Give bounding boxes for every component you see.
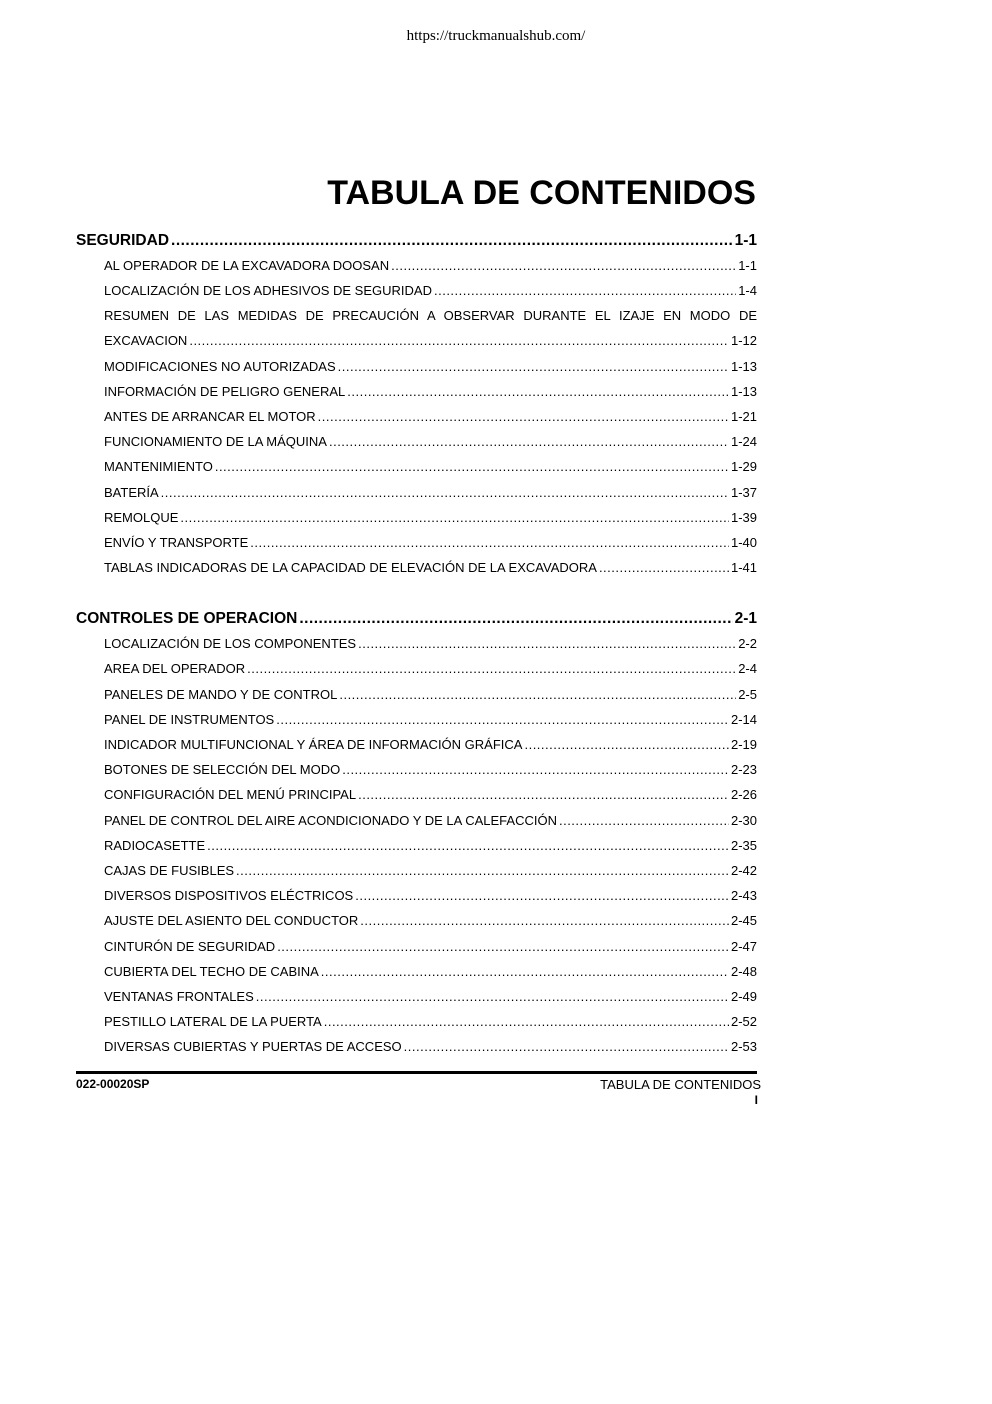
- dot-leader: [236, 858, 729, 883]
- toc-entry-label: BOTONES DE SELECCIÓN DEL MODO: [104, 762, 341, 778]
- toc-entry-page: 2-26: [730, 787, 757, 803]
- toc-entry[interactable]: [76, 808, 757, 833]
- toc-entry[interactable]: [76, 682, 757, 707]
- toc-entry-page: 1-12: [730, 333, 757, 349]
- toc-entry-page: 1-21: [730, 408, 757, 424]
- toc-entry[interactable]: [76, 934, 757, 959]
- toc-entry-label: RADIOCASETTE: [104, 837, 206, 853]
- toc-entry[interactable]: [76, 959, 757, 984]
- toc-entry-label: MANTENIMIENTO: [104, 459, 213, 475]
- dot-leader: [358, 782, 729, 807]
- toc-entry-page: 1-4: [738, 283, 757, 299]
- dot-leader: [434, 278, 736, 303]
- toc-entry[interactable]: [76, 908, 757, 933]
- toc-entry-label: ENVÍO Y TRANSPORTE: [104, 534, 249, 550]
- toc-entry-label: DIVERSOS DISPOSITIVOS ELÉCTRICOS: [104, 888, 354, 904]
- toc-entry-page: 2-5: [738, 686, 757, 702]
- toc-entry-page: 2-48: [730, 963, 757, 979]
- toc-entry[interactable]: [76, 1034, 757, 1059]
- dot-leader: [161, 480, 729, 505]
- dot-leader: [329, 429, 729, 454]
- dot-leader: [342, 757, 729, 782]
- toc-entry-page: 2-49: [730, 988, 757, 1004]
- toc-entry-page: 2-14: [730, 711, 757, 727]
- toc-entry-page: 2-2: [738, 636, 757, 652]
- toc-entry[interactable]: [76, 732, 757, 757]
- toc-entry-page: 1-40: [730, 534, 757, 550]
- toc-entry-page: 2-53: [730, 1039, 757, 1055]
- toc-entry-page: 1-41: [730, 560, 757, 576]
- toc-entry-label: EXCAVACION: [104, 333, 188, 349]
- dot-leader: [171, 228, 733, 253]
- toc-entry-page: 1-37: [730, 484, 757, 500]
- toc-entry-label: PANEL DE INSTRUMENTOS: [104, 711, 275, 727]
- toc-entry-label: LOCALIZACIÓN DE LOS ADHESIVOS DE SEGURIDAD: [104, 283, 432, 299]
- dot-leader: [215, 454, 729, 479]
- toc-entry-page: 2-45: [730, 913, 757, 929]
- toc-entry[interactable]: [76, 404, 757, 429]
- toc-entry[interactable]: [76, 631, 757, 656]
- footer-doc-id: 022-00020SP: [76, 1077, 150, 1091]
- dot-leader: [355, 883, 729, 908]
- toc-entry-label: FUNCIONAMIENTO DE LA MÁQUINA: [104, 434, 327, 450]
- toc-entry-page: 2-19: [730, 737, 757, 752]
- dot-leader: [358, 631, 736, 656]
- toc-entry[interactable]: [76, 984, 757, 1009]
- toc-entry-page: 2-30: [730, 812, 757, 828]
- dot-leader: [324, 1009, 729, 1034]
- toc-entry-label: INFORMACIÓN DE PELIGRO GENERAL: [104, 383, 346, 399]
- toc-entry[interactable]: [76, 379, 757, 404]
- dot-leader: [276, 707, 729, 732]
- toc-entry-label-line1[interactable]: RESUMEN DE LAS MEDIDAS DE PRECAUCIÓN A OBSERVAR DURANTE EL IZAJE EN MODO DE: [104, 308, 757, 324]
- toc-entry[interactable]: [76, 833, 757, 858]
- toc-entry-label: TABLAS INDICADORAS DE LA CAPACIDAD DE ELEVACIÓN DE LA EXCAVADORA: [104, 560, 597, 576]
- toc-entry-label: AREA DEL OPERADOR: [104, 661, 246, 677]
- toc-entry[interactable]: [76, 757, 757, 782]
- toc-entry[interactable]: [76, 253, 757, 278]
- toc-entry-label: INDICADOR MULTIFUNCIONAL Y ÁREA DE INFORMACIÓN GRÁFICA: [104, 737, 523, 752]
- toc-entry-page: 2-42: [730, 862, 757, 878]
- toc-entry-label: BATERÍA: [104, 484, 159, 500]
- toc-entry-label: VENTANAS FRONTALES: [104, 988, 254, 1004]
- toc-entry-label: CONFIGURACIÓN DEL MENÚ PRINCIPAL: [104, 787, 357, 803]
- dot-leader: [338, 354, 729, 379]
- toc-entry-label: REMOLQUE: [104, 509, 179, 525]
- toc-entry-label: PESTILLO LATERAL DE LA PUERTA: [104, 1014, 322, 1030]
- toc-entry-label: PANELES DE MANDO Y DE CONTROL: [104, 686, 338, 702]
- toc-entry-page: 2-43: [730, 888, 757, 904]
- toc-section-page: 1-1: [734, 232, 757, 249]
- dot-leader: [559, 808, 729, 833]
- dot-leader: [318, 404, 729, 429]
- toc-entry[interactable]: [76, 505, 757, 530]
- dot-leader: [247, 656, 736, 681]
- toc-entry[interactable]: [76, 1009, 757, 1034]
- toc-section-controles[interactable]: [76, 606, 757, 631]
- dot-leader: [207, 833, 729, 858]
- toc-entry-page: 1-24: [730, 434, 757, 450]
- table-of-contents: [76, 228, 757, 1059]
- toc-entry-label: CUBIERTA DEL TECHO DE CABINA: [104, 963, 319, 979]
- footer-rule: [76, 1071, 757, 1074]
- toc-entry-page: 1-13: [730, 358, 757, 374]
- toc-entry-page: 1-29: [730, 459, 757, 475]
- dot-leader: [391, 253, 736, 278]
- dot-leader: [299, 606, 732, 631]
- dot-leader: [321, 959, 729, 984]
- toc-entry[interactable]: [76, 429, 757, 454]
- toc-entry[interactable]: [76, 480, 757, 505]
- toc-entry[interactable]: [76, 354, 757, 379]
- toc-entry-page: 2-35: [730, 837, 757, 853]
- toc-entry-page: 2-47: [730, 938, 757, 954]
- dot-leader: [339, 682, 736, 707]
- page-title: TABULA DE CONTENIDOS: [327, 174, 756, 212]
- toc-entry-label: DIVERSAS CUBIERTAS Y PUERTAS DE ACCESO: [104, 1039, 402, 1055]
- toc-entry[interactable]: [76, 278, 757, 303]
- dot-leader: [180, 505, 729, 530]
- toc-entry[interactable]: [76, 555, 757, 580]
- toc-entry[interactable]: [76, 883, 757, 908]
- dot-leader: [256, 984, 729, 1009]
- header-url[interactable]: https://truckmanualshub.com/: [406, 28, 586, 44]
- toc-entry[interactable]: [76, 782, 757, 807]
- toc-entry-label: MODIFICACIONES NO AUTORIZADAS: [104, 358, 336, 374]
- dot-leader: [347, 379, 729, 404]
- section-spacer: [76, 580, 757, 606]
- toc-section-seguridad[interactable]: [76, 228, 757, 253]
- toc-entry-label: CAJAS DE FUSIBLES: [104, 862, 235, 878]
- toc-entry-page: 1-13: [730, 383, 757, 399]
- footer-page-number: I: [754, 1093, 758, 1107]
- toc-entry-label: PANEL DE CONTROL DEL AIRE ACONDICIONADO Y DE LA CALEFACCIÓN: [104, 812, 557, 828]
- toc-entry-label: AJUSTE DEL ASIENTO DEL CONDUCTOR: [104, 913, 359, 929]
- toc-entry-page: 2-52: [730, 1014, 757, 1030]
- dot-leader: [189, 328, 729, 353]
- toc-entry-label: AL OPERADOR DE LA EXCAVADORA DOOSAN: [104, 258, 390, 273]
- toc-section-label: SEGURIDAD: [76, 232, 170, 249]
- dot-leader: [404, 1034, 729, 1059]
- toc-entry-label: LOCALIZACIÓN DE LOS COMPONENTES: [104, 636, 357, 652]
- toc-entry-label: CINTURÓN DE SEGURIDAD: [104, 938, 276, 954]
- toc-entry-label: ANTES DE ARRANCAR EL MOTOR: [104, 408, 316, 424]
- toc-entry-page: 2-4: [738, 661, 757, 677]
- dot-leader: [524, 732, 729, 757]
- toc-section-page: 2-1: [734, 610, 757, 628]
- toc-entry[interactable]: [76, 656, 757, 681]
- dot-leader: [360, 908, 729, 933]
- toc-entry-page: 1-39: [730, 509, 757, 525]
- toc-entry[interactable]: [76, 328, 757, 353]
- toc-entry[interactable]: [76, 530, 757, 555]
- dot-leader: [599, 555, 729, 580]
- toc-entry[interactable]: [76, 707, 757, 732]
- toc-entry[interactable]: [76, 454, 757, 479]
- toc-entry-page: 1-1: [738, 258, 757, 273]
- toc-entry[interactable]: [76, 858, 757, 883]
- dot-leader: [277, 934, 729, 959]
- toc-entry-page: 2-23: [730, 762, 757, 778]
- toc-section-label: CONTROLES DE OPERACION: [76, 610, 298, 628]
- footer-title: TABULA DE CONTENIDOS: [600, 1077, 761, 1092]
- dot-leader: [250, 530, 729, 555]
